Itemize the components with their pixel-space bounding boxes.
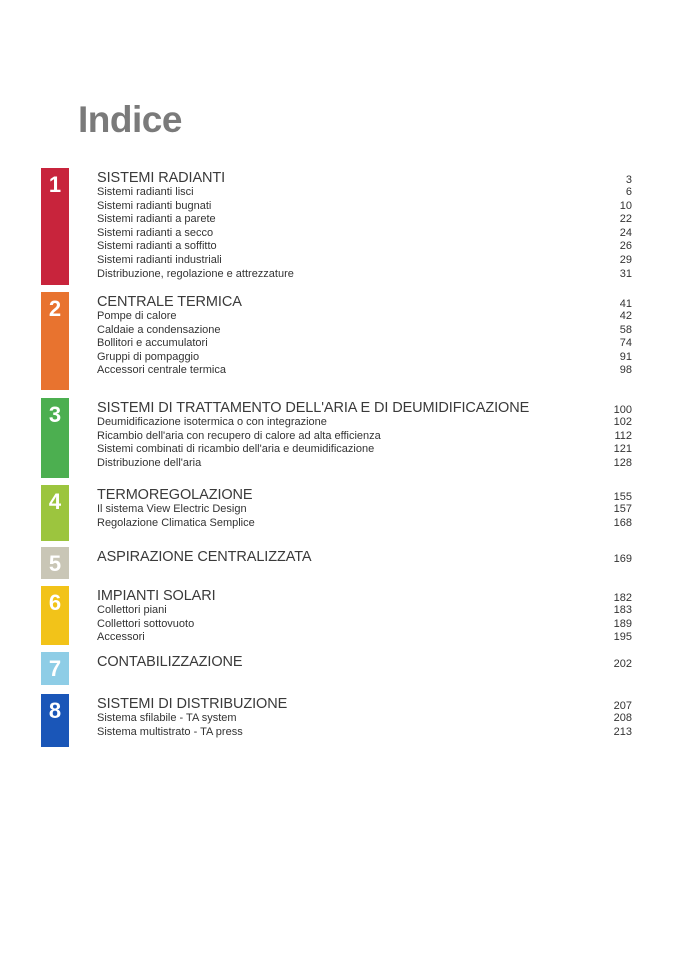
toc-entry-label: Sistema sfilabile - TA system (97, 712, 237, 724)
section-items (97, 310, 632, 378)
toc-section-8 (0, 694, 697, 747)
toc-entry-page: 98 (619, 364, 632, 377)
section-page-number: 169 (613, 553, 632, 565)
toc-entry-page: 208 (613, 712, 632, 724)
toc-section-4 (0, 485, 697, 541)
section-title: TERMOREGOLAZIONE (97, 487, 253, 503)
toc-entry (97, 227, 632, 241)
toc-entry (97, 430, 632, 444)
toc-entry (97, 604, 632, 618)
toc-entry-label: Accessori (97, 631, 145, 644)
toc-entry-label: Regolazione Climatica Semplice (97, 516, 255, 529)
toc-entry-label: Pompe di calore (97, 310, 177, 322)
section-number-badge: 5 (41, 547, 69, 579)
toc-entry (97, 310, 632, 324)
section-number-badge: 7 (41, 652, 69, 685)
toc-entry-label: Sistemi radianti a parete (97, 213, 216, 226)
toc-section-3 (0, 398, 697, 478)
toc-entry (97, 240, 632, 254)
toc-entry-label: Distribuzione dell'aria (97, 456, 202, 469)
toc-entry (97, 416, 632, 430)
section-items (97, 503, 632, 530)
toc-entry (97, 213, 632, 227)
section-items (97, 416, 632, 470)
toc-entry-label: Deumidificazione isotermica o con integrazione (97, 416, 327, 428)
toc-entry-label: Sistemi radianti a secco (97, 226, 214, 239)
toc-entry-label: Sistemi combinati di ricambio dell'aria e deumidificazione (97, 443, 375, 456)
toc-entry-page: 91 (619, 350, 632, 363)
section-page-number: 182 (613, 592, 632, 604)
toc-entry-page: 26 (619, 240, 632, 253)
section-items (97, 712, 632, 739)
toc-entry-page: 58 (619, 323, 632, 336)
toc-entry-label: Il sistema View Electric Design (97, 503, 247, 515)
section-number-badge: 1 (41, 168, 69, 285)
toc-entry-label: Accessori centrale termica (97, 364, 226, 377)
section-number-badge: 4 (41, 485, 69, 541)
toc-entry (97, 186, 632, 200)
toc-entry (97, 631, 632, 645)
section-title: IMPIANTI SOLARI (97, 588, 216, 604)
toc-entry (97, 503, 632, 517)
section-page-number: 41 (619, 298, 632, 310)
section-title: SISTEMI RADIANTI (97, 170, 226, 186)
section-items (97, 186, 632, 281)
section-title: CENTRALE TERMICA (97, 294, 242, 310)
toc-entry-label: Sistemi radianti a soffitto (97, 240, 217, 253)
toc-entry-label: Gruppi di pompaggio (97, 350, 200, 363)
section-title: SISTEMI DI TRATTAMENTO DELL'ARIA E DI DEUMIDIFICAZIONE (97, 400, 530, 416)
toc-section-5 (0, 547, 697, 579)
toc-entry-label: Collettori piani (97, 604, 167, 616)
toc-entry-label: Sistemi radianti lisci (97, 186, 194, 198)
section-page-number: 100 (613, 404, 632, 416)
toc-entry-page: 102 (613, 416, 632, 428)
toc-entry-page: 195 (613, 631, 632, 644)
section-title: ASPIRAZIONE CENTRALIZZATA (97, 549, 312, 565)
toc-entry-page: 10 (619, 199, 632, 212)
section-page-number: 207 (613, 700, 632, 712)
toc-entry-page: 213 (613, 725, 632, 738)
toc-entry (97, 726, 632, 740)
toc-entry (97, 351, 632, 365)
toc-entry (97, 712, 632, 726)
section-items (97, 604, 632, 645)
toc-entry (97, 254, 632, 268)
section-number-badge: 6 (41, 586, 69, 645)
section-title: CONTABILIZZAZIONE (97, 654, 243, 670)
toc-section-1 (0, 168, 697, 285)
toc-entry (97, 324, 632, 338)
toc-entry-page: 42 (619, 310, 632, 322)
toc-entry-page: 31 (619, 267, 632, 280)
toc-entry (97, 200, 632, 214)
toc-entry (97, 337, 632, 351)
toc-section-6 (0, 586, 697, 645)
toc-entry (97, 364, 632, 378)
toc-entry-page: 112 (614, 429, 632, 442)
toc-entry-label: Collettori sottovuoto (97, 617, 195, 630)
section-number-badge: 2 (41, 292, 69, 390)
section-page-number: 155 (613, 491, 632, 503)
section-page-number: 3 (625, 174, 632, 186)
toc-entry-page: 168 (613, 516, 632, 529)
section-number-badge: 8 (41, 694, 69, 747)
toc-entry-page: 29 (619, 253, 632, 266)
toc-section-7 (0, 652, 697, 685)
toc-entry-label: Sistema multistrato - TA press (97, 725, 243, 738)
toc-entry-label: Sistemi radianti bugnati (97, 199, 212, 212)
toc-entry (97, 457, 632, 471)
toc-entry-label: Caldaie a condensazione (97, 323, 221, 336)
toc-entry (97, 443, 632, 457)
toc-entry (97, 618, 632, 632)
toc-entry-page: 22 (619, 213, 632, 226)
toc-entry-page: 121 (613, 443, 632, 456)
toc-entry-page: 6 (625, 186, 632, 198)
section-page-number: 202 (613, 658, 632, 670)
toc-entry-label: Bollitori e accumulatori (97, 337, 208, 350)
toc-entry (97, 268, 632, 282)
toc-entry-label: Ricambio dell'aria con recupero di calore ad alta efficienza (97, 429, 381, 442)
toc-entry-page: 128 (613, 456, 632, 469)
toc-entry-page: 74 (619, 337, 632, 350)
section-title: SISTEMI DI DISTRIBUZIONE (97, 696, 288, 712)
page-title: Indice (78, 99, 182, 140)
toc-entry-page: 189 (613, 617, 632, 630)
toc-entry-page: 24 (619, 226, 632, 239)
toc-entry (97, 517, 632, 531)
toc-entry-label: Sistemi radianti industriali (97, 253, 222, 266)
toc-entry-page: 157 (613, 503, 632, 515)
toc-entry-page: 183 (613, 604, 632, 616)
toc-section-2 (0, 292, 697, 390)
section-number-badge: 3 (41, 398, 69, 478)
toc-entry-label: Distribuzione, regolazione e attrezzature (97, 267, 294, 280)
